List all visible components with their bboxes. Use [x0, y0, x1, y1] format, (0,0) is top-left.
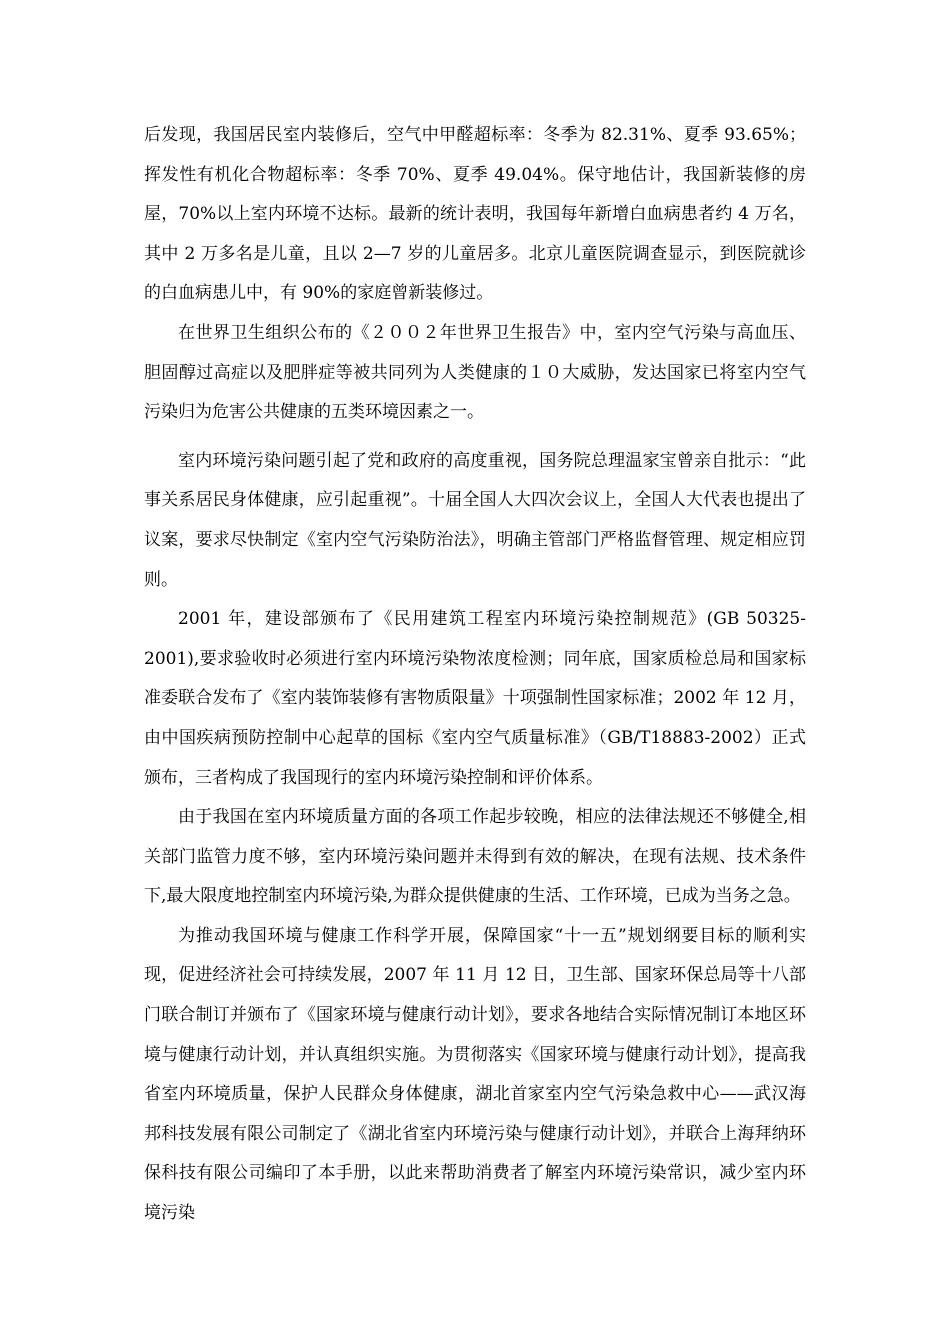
paragraph-action-plan: 为推动我国环境与健康工作科学开展，保障国家“十一五”规划纲要目标的顺利实现，促进经济社会可持续发展，2007 年 11 月 12 日，卫生部、国家环保总局等十八部门联合制订并颁布了《国家环境与健康行动计划》，要求各地结合实际情况制订本地区环境与健康行动计划，并认真组织实施。为贯彻落实《国家环境与健康行动计划》，提高我省室内环境质量，保护人民群众身体健康，湖北首家室内空气污染急救中心——武汉海邦科技发展有限公司制定了《湖北省室内环境污染与健康行动计划》，并联合上海拜纳环保科技有限公司编印了本手册，以此来帮助消费者了解室内环境污染常识，减少室内环境污染: [144, 925, 806, 1224]
paragraph-standards-2001: 2001 年，建设部颁布了《民用建筑工程室内环境污染控制规范》(GB 50325-2001),要求验收时必须进行室内环境污染物浓度检测；同年底，国家质检总局和国家标准委联合发布了《室内装饰装修有害物质限量》十项强制性国家标准；2002 年 12 月，由中国疾病预防控制中心起草的国标《室内空气质量标准》（GB/T18883-2002）正式颁布，三者构成了我国现行的室内环境污染控制和评价体系。: [144, 609, 806, 788]
paragraph-who-report: 在世界卫生组织公布的《２００２年世界卫生报告》中，室内空气污染与高血压、胆固醇过高症以及肥胖症等被共同列为人类健康的１０大威胁，发达国家已将室内空气污染归为危害公共健康的五类环境因素之一。: [144, 322, 806, 423]
paragraph-formaldehyde-statistics: 后发现，我国居民室内装修后，空气中甲醛超标率：冬季为 82.31%、夏季 93.65%；挥发性有机化合物超标率：冬季 70%、夏季 49.04%。保守地估计，我国新装修的房屋，70%以上室内环境不达标。最新的统计表明，我国每年新增白血病患者约 4 万名，其中 2 万多名是儿童，且以 2—7 岁的儿童居多。北京儿童医院调查显示，到医院就诊的白血病患儿中，有 90%的家庭曾新装修过。: [144, 125, 806, 304]
paragraph-government-attention: 室内环境污染问题引起了党和政府的高度重视，国务院总理温家宝曾亲自批示：“此事关系居民身体健康，应引起重视”。十届全国人大四次会议上，全国人大代表也提出了议案，要求尽快制定《室内空气污染防治法》，明确主管部门严格监督管理、规定相应罚则。: [144, 450, 806, 590]
paragraph-regulation-gaps: 由于我国在室内环境质量方面的各项工作起步较晚，相应的法律法规还不够健全,相关部门监管力度不够，室内环境污染问题并未得到有效的解决，在现有法规、技术条件下,最大限度地控制室内环境污染,为群众提供健康的生活、工作环境，已成为当务之急。: [144, 807, 806, 907]
document-page: [144, 116, 806, 1234]
